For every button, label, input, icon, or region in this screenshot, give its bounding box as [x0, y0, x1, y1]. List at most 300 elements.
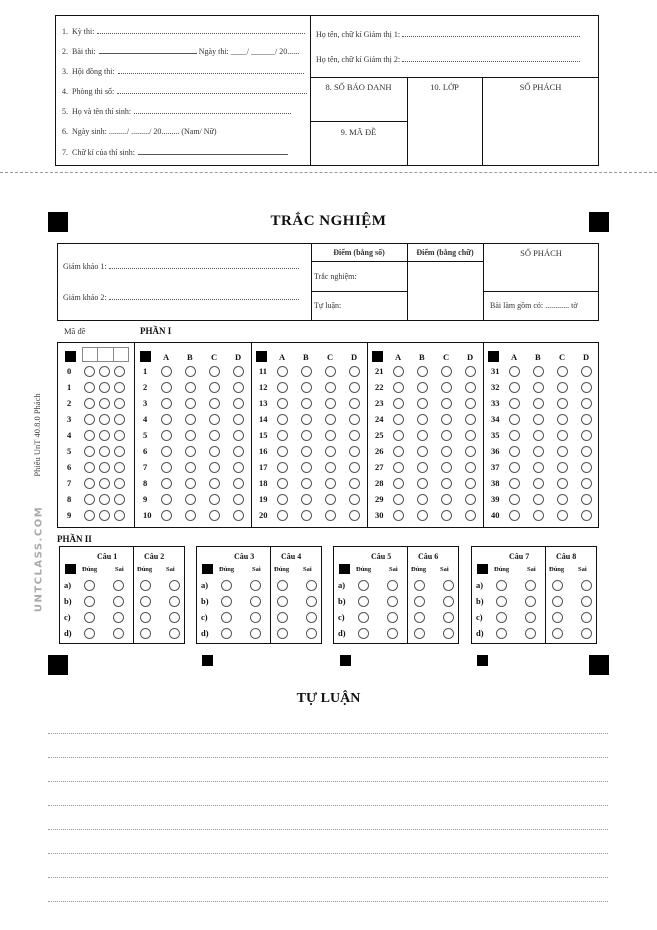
- tf-bubble[interactable]: [169, 596, 180, 607]
- field-input-line[interactable]: [118, 67, 304, 74]
- answer-bubble[interactable]: [509, 494, 520, 505]
- false-label: Sai: [440, 566, 449, 573]
- tf-bubble[interactable]: [443, 596, 454, 607]
- tf-bubble[interactable]: [140, 580, 151, 591]
- exam-code-bubble[interactable]: [99, 366, 110, 377]
- tf-bubble[interactable]: [496, 612, 507, 623]
- answer-bubble[interactable]: [581, 494, 592, 505]
- answer-bubble[interactable]: [349, 382, 360, 393]
- tf-bubble[interactable]: [306, 580, 317, 591]
- tf-bubble[interactable]: [443, 612, 454, 623]
- answer-bubble[interactable]: [533, 366, 544, 377]
- tf-bubble[interactable]: [140, 628, 151, 639]
- answer-bubble[interactable]: [393, 494, 404, 505]
- group-divider: [407, 546, 408, 644]
- answer-bubble[interactable]: [581, 398, 592, 409]
- answer-bubble[interactable]: [465, 430, 476, 441]
- answer-bubble[interactable]: [233, 398, 244, 409]
- answer-bubble[interactable]: [301, 366, 312, 377]
- field-label: Bài thi:: [72, 47, 96, 56]
- answer-bubble[interactable]: [581, 478, 592, 489]
- answer-bubble[interactable]: [509, 398, 520, 409]
- answer-bubble[interactable]: [233, 462, 244, 473]
- answer-bubble[interactable]: [161, 494, 172, 505]
- answer-bubble[interactable]: [325, 478, 336, 489]
- option-header: D: [351, 352, 358, 362]
- answer-bubble[interactable]: [557, 382, 568, 393]
- answer-bubble[interactable]: [233, 494, 244, 505]
- tf-bubble[interactable]: [250, 596, 261, 607]
- question-number: 31: [491, 366, 500, 376]
- answer-bubble[interactable]: [393, 446, 404, 457]
- answer-bubble[interactable]: [161, 446, 172, 457]
- answer-bubble[interactable]: [441, 430, 452, 441]
- answer-bubble[interactable]: [441, 462, 452, 473]
- answer-bubble[interactable]: [465, 414, 476, 425]
- true-label: Đúng: [274, 566, 290, 573]
- tf-bubble[interactable]: [169, 580, 180, 591]
- question-number: 9: [143, 494, 148, 504]
- digit-label: 7: [67, 478, 72, 488]
- exam-code-bubble[interactable]: [114, 398, 125, 409]
- answer-bubble[interactable]: [161, 462, 172, 473]
- answer-bubble[interactable]: [533, 462, 544, 473]
- answer-bubble[interactable]: [233, 510, 244, 521]
- answer-bubble[interactable]: [509, 478, 520, 489]
- tf-bubble[interactable]: [306, 596, 317, 607]
- answer-bubble[interactable]: [277, 382, 288, 393]
- answer-bubble[interactable]: [417, 366, 428, 377]
- tf-bubble[interactable]: [414, 612, 425, 623]
- tf-bubble[interactable]: [552, 628, 563, 639]
- answer-bubble[interactable]: [209, 366, 220, 377]
- answer-bubble[interactable]: [161, 478, 172, 489]
- tf-bubble[interactable]: [113, 612, 124, 623]
- answer-bubble[interactable]: [417, 398, 428, 409]
- exam-code-bubble[interactable]: [99, 382, 110, 393]
- tf-bubble[interactable]: [496, 628, 507, 639]
- exam-code-bubble[interactable]: [99, 430, 110, 441]
- examiner1-text: Giám khảo 1:: [63, 262, 107, 271]
- examiner2-label: [63, 293, 299, 302]
- exam-code-bubble[interactable]: [84, 446, 95, 457]
- answer-bubble[interactable]: [161, 430, 172, 441]
- tf-bubble[interactable]: [113, 596, 124, 607]
- essay-writing-line[interactable]: [48, 901, 608, 902]
- answer-bubble[interactable]: [509, 366, 520, 377]
- answer-bubble[interactable]: [161, 414, 172, 425]
- answer-bubble[interactable]: [557, 414, 568, 425]
- answer-bubble[interactable]: [557, 510, 568, 521]
- answer-bubble[interactable]: [277, 430, 288, 441]
- answer-bubble[interactable]: [325, 446, 336, 457]
- exam-code-bubble[interactable]: [84, 430, 95, 441]
- answer-bubble[interactable]: [557, 478, 568, 489]
- answer-bubble[interactable]: [441, 414, 452, 425]
- tf-bubble[interactable]: [250, 628, 261, 639]
- answer-bubble[interactable]: [441, 510, 452, 521]
- answer-bubble[interactable]: [509, 510, 520, 521]
- answer-bubble[interactable]: [277, 414, 288, 425]
- tf-bubble[interactable]: [169, 612, 180, 623]
- tf-bubble[interactable]: [84, 628, 95, 639]
- tf-bubble[interactable]: [84, 596, 95, 607]
- answer-bubble[interactable]: [509, 446, 520, 457]
- tf-bubble[interactable]: [221, 580, 232, 591]
- answer-bubble[interactable]: [277, 446, 288, 457]
- answer-bubble[interactable]: [581, 462, 592, 473]
- answer-bubble[interactable]: [417, 382, 428, 393]
- tf-bubble[interactable]: [443, 580, 454, 591]
- answer-bubble[interactable]: [557, 366, 568, 377]
- exam-code-bubble[interactable]: [114, 414, 125, 425]
- cut-line: [0, 172, 657, 173]
- answer-bubble[interactable]: [417, 510, 428, 521]
- tf-bubble[interactable]: [581, 612, 592, 623]
- exam-code-bubble[interactable]: [114, 366, 125, 377]
- answer-bubble[interactable]: [277, 478, 288, 489]
- tf-bubble[interactable]: [250, 612, 261, 623]
- answer-bubble[interactable]: [417, 494, 428, 505]
- exam-code-bubble[interactable]: [114, 462, 125, 473]
- answer-bubble[interactable]: [233, 478, 244, 489]
- answer-bubble[interactable]: [209, 382, 220, 393]
- tf-bubble[interactable]: [525, 580, 536, 591]
- tf-bubble[interactable]: [525, 596, 536, 607]
- answer-bubble[interactable]: [209, 478, 220, 489]
- answer-bubble[interactable]: [509, 382, 520, 393]
- exam-code-bubble[interactable]: [114, 478, 125, 489]
- answer-bubble[interactable]: [533, 510, 544, 521]
- tf-bubble[interactable]: [443, 628, 454, 639]
- tf-bubble[interactable]: [140, 612, 151, 623]
- answer-bubble[interactable]: [557, 398, 568, 409]
- answer-bubble[interactable]: [349, 510, 360, 521]
- answer-bubble[interactable]: [233, 366, 244, 377]
- answer-bubble[interactable]: [465, 494, 476, 505]
- field-input-line[interactable]: [138, 148, 288, 155]
- answer-bubble[interactable]: [465, 462, 476, 473]
- answer-bubble[interactable]: [441, 366, 452, 377]
- option-header: D: [583, 352, 590, 362]
- answer-bubble[interactable]: [349, 398, 360, 409]
- option-header: D: [235, 352, 242, 362]
- answer-bubble[interactable]: [301, 430, 312, 441]
- answer-bubble[interactable]: [417, 478, 428, 489]
- tf-bubble[interactable]: [358, 596, 369, 607]
- answer-bubble[interactable]: [325, 398, 336, 409]
- answer-bubble[interactable]: [349, 430, 360, 441]
- field-input-line[interactable]: [117, 87, 307, 94]
- answer-bubble[interactable]: [533, 398, 544, 409]
- answer-bubble[interactable]: [209, 398, 220, 409]
- timing-square: [202, 564, 213, 574]
- answer-bubble[interactable]: [325, 430, 336, 441]
- tf-bubble[interactable]: [525, 628, 536, 639]
- tf-bubble[interactable]: [387, 612, 398, 623]
- timing-mark-2: [340, 655, 351, 666]
- answer-bubble[interactable]: [509, 462, 520, 473]
- essay-writing-line[interactable]: [48, 805, 608, 806]
- exam-code-bubble[interactable]: [114, 382, 125, 393]
- part1-title: PHẦN I: [140, 326, 172, 336]
- answer-bubble[interactable]: [533, 382, 544, 393]
- answer-bubble[interactable]: [581, 510, 592, 521]
- false-label: Sai: [166, 566, 175, 573]
- tf-bubble[interactable]: [358, 612, 369, 623]
- answer-bubble[interactable]: [233, 430, 244, 441]
- answer-bubble[interactable]: [185, 510, 196, 521]
- answer-bubble[interactable]: [301, 478, 312, 489]
- answer-bubble[interactable]: [393, 430, 404, 441]
- answer-bubble[interactable]: [465, 446, 476, 457]
- answer-bubble[interactable]: [277, 462, 288, 473]
- answer-bubble[interactable]: [209, 414, 220, 425]
- tf-bubble[interactable]: [414, 580, 425, 591]
- answer-bubble[interactable]: [509, 414, 520, 425]
- tf-bubble[interactable]: [306, 628, 317, 639]
- answer-bubble[interactable]: [533, 446, 544, 457]
- class-label: 10. LỚP: [430, 82, 459, 92]
- answer-bubble[interactable]: [161, 510, 172, 521]
- exam-code-bubble[interactable]: [99, 446, 110, 457]
- answer-bubble[interactable]: [581, 446, 592, 457]
- answer-bubble[interactable]: [393, 382, 404, 393]
- tf-bubble[interactable]: [581, 628, 592, 639]
- tf-bubble[interactable]: [84, 612, 95, 623]
- answer-bubble[interactable]: [349, 494, 360, 505]
- answer-bubble[interactable]: [441, 398, 452, 409]
- answer-bubble[interactable]: [301, 446, 312, 457]
- tf-bubble[interactable]: [552, 596, 563, 607]
- answer-bubble[interactable]: [325, 462, 336, 473]
- answer-bubble[interactable]: [301, 398, 312, 409]
- answer-bubble[interactable]: [393, 366, 404, 377]
- answer-bubble[interactable]: [441, 382, 452, 393]
- tf-bubble[interactable]: [306, 612, 317, 623]
- answer-bubble[interactable]: [581, 382, 592, 393]
- answer-bubble[interactable]: [533, 478, 544, 489]
- tf-bubble[interactable]: [221, 596, 232, 607]
- exam-code-bubble[interactable]: [114, 494, 125, 505]
- exam-code-bubble[interactable]: [114, 446, 125, 457]
- answer-bubble[interactable]: [277, 494, 288, 505]
- timing-square: [140, 351, 151, 362]
- answer-bubble[interactable]: [557, 446, 568, 457]
- answer-bubble[interactable]: [185, 494, 196, 505]
- tf-bubble[interactable]: [113, 580, 124, 591]
- answer-bubble[interactable]: [161, 366, 172, 377]
- tf-bubble[interactable]: [221, 628, 232, 639]
- answer-bubble[interactable]: [185, 398, 196, 409]
- tf-bubble[interactable]: [140, 596, 151, 607]
- field-input-line[interactable]: [97, 27, 305, 34]
- tf-bubble[interactable]: [387, 580, 398, 591]
- exam-code-bubble[interactable]: [84, 510, 95, 521]
- answer-bubble[interactable]: [417, 446, 428, 457]
- answer-bubble[interactable]: [325, 510, 336, 521]
- answer-bubble[interactable]: [185, 382, 196, 393]
- answer-bubble[interactable]: [441, 446, 452, 457]
- field-input-line[interactable]: [134, 107, 291, 114]
- tf-bubble[interactable]: [358, 628, 369, 639]
- answer-bubble[interactable]: [325, 414, 336, 425]
- answer-bubble[interactable]: [465, 510, 476, 521]
- answer-bubble[interactable]: [393, 398, 404, 409]
- answer-bubble[interactable]: [277, 398, 288, 409]
- answer-bubble[interactable]: [209, 462, 220, 473]
- answer-bubble[interactable]: [417, 414, 428, 425]
- answer-bubble[interactable]: [557, 494, 568, 505]
- exam-code-bubble[interactable]: [84, 462, 95, 473]
- answer-bubble[interactable]: [557, 430, 568, 441]
- answer-bubble[interactable]: [209, 446, 220, 457]
- answer-bubble[interactable]: [465, 366, 476, 377]
- tf-bubble[interactable]: [250, 580, 261, 591]
- answer-bubble[interactable]: [581, 414, 592, 425]
- answer-bubble[interactable]: [161, 382, 172, 393]
- examiner2-text: Giám khảo 2:: [63, 293, 107, 302]
- answer-bubble[interactable]: [393, 414, 404, 425]
- tf-bubble[interactable]: [387, 628, 398, 639]
- answer-bubble[interactable]: [209, 510, 220, 521]
- false-label: Sai: [303, 566, 312, 573]
- exam-code-bubble[interactable]: [84, 366, 95, 377]
- tf-bubble[interactable]: [277, 596, 288, 607]
- essay-writing-line[interactable]: [48, 781, 608, 782]
- answer-bubble[interactable]: [349, 446, 360, 457]
- field-input-line[interactable]: [99, 47, 197, 54]
- answer-bubble[interactable]: [465, 398, 476, 409]
- answer-bubble[interactable]: [301, 414, 312, 425]
- answer-bubble[interactable]: [465, 478, 476, 489]
- tf-bubble[interactable]: [496, 596, 507, 607]
- answer-bubble[interactable]: [533, 430, 544, 441]
- answer-bubble[interactable]: [301, 462, 312, 473]
- exam-code-bubble[interactable]: [99, 398, 110, 409]
- answer-bubble[interactable]: [185, 462, 196, 473]
- answer-bubble[interactable]: [301, 382, 312, 393]
- answer-bubble[interactable]: [185, 430, 196, 441]
- tf-bubble[interactable]: [581, 596, 592, 607]
- exam-code-bubble[interactable]: [114, 430, 125, 441]
- answer-bubble[interactable]: [581, 430, 592, 441]
- answer-bubble[interactable]: [185, 446, 196, 457]
- answer-bubble[interactable]: [557, 462, 568, 473]
- tf-bubble[interactable]: [277, 580, 288, 591]
- answer-bubble[interactable]: [277, 366, 288, 377]
- exam-code-bubble[interactable]: [114, 510, 125, 521]
- answer-bubble[interactable]: [417, 462, 428, 473]
- statement-label: b): [64, 596, 72, 606]
- exam-code-bubble[interactable]: [99, 462, 110, 473]
- answer-bubble[interactable]: [349, 478, 360, 489]
- answer-bubble[interactable]: [533, 414, 544, 425]
- essay-writing-line[interactable]: [48, 853, 608, 854]
- answer-bubble[interactable]: [533, 494, 544, 505]
- tf-bubble[interactable]: [414, 596, 425, 607]
- answer-bubble[interactable]: [233, 382, 244, 393]
- statement-label: b): [201, 596, 209, 606]
- option-header: B: [419, 352, 425, 362]
- exam-code-bubble[interactable]: [84, 398, 95, 409]
- exam-code-bubble[interactable]: [99, 414, 110, 425]
- exam-code-bubble[interactable]: [84, 414, 95, 425]
- answer-bubble[interactable]: [325, 366, 336, 377]
- answer-bubble[interactable]: [441, 494, 452, 505]
- grid-divider: [367, 342, 368, 528]
- tf-bubble[interactable]: [113, 628, 124, 639]
- tf-bubble[interactable]: [358, 580, 369, 591]
- exam-code-bubble[interactable]: [84, 494, 95, 505]
- answer-bubble[interactable]: [161, 398, 172, 409]
- answer-bubble[interactable]: [581, 366, 592, 377]
- essay-writing-line[interactable]: [48, 757, 608, 758]
- answer-bubble[interactable]: [349, 414, 360, 425]
- tf-bubble[interactable]: [387, 596, 398, 607]
- answer-bubble[interactable]: [393, 462, 404, 473]
- grading-hline-2: [407, 261, 483, 262]
- tf-bubble[interactable]: [221, 612, 232, 623]
- tf-bubble[interactable]: [414, 628, 425, 639]
- exam-code-bubble[interactable]: [84, 382, 95, 393]
- answer-bubble[interactable]: [233, 414, 244, 425]
- answer-bubble[interactable]: [185, 366, 196, 377]
- digit-label: 0: [67, 366, 72, 376]
- tf-bubble[interactable]: [496, 580, 507, 591]
- essay-writing-line[interactable]: [48, 733, 608, 734]
- answer-bubble[interactable]: [185, 478, 196, 489]
- answer-bubble[interactable]: [441, 478, 452, 489]
- exam-code-bubble[interactable]: [84, 478, 95, 489]
- question-label: Câu 2: [144, 552, 165, 561]
- tf-bubble[interactable]: [581, 580, 592, 591]
- answer-bubble[interactable]: [301, 494, 312, 505]
- answer-bubble[interactable]: [209, 494, 220, 505]
- answer-bubble[interactable]: [393, 478, 404, 489]
- answer-bubble[interactable]: [301, 510, 312, 521]
- exam-code-bubble[interactable]: [99, 510, 110, 521]
- multiple-choice-score-label: Trắc nghiệm:: [314, 272, 357, 281]
- answer-bubble[interactable]: [277, 510, 288, 521]
- essay-writing-line[interactable]: [48, 877, 608, 878]
- tf-bubble[interactable]: [277, 628, 288, 639]
- answer-bubble[interactable]: [465, 382, 476, 393]
- exam-code-entry-boxes[interactable]: [82, 347, 129, 362]
- answer-bubble[interactable]: [185, 414, 196, 425]
- answer-bubble[interactable]: [417, 430, 428, 441]
- tf-bubble[interactable]: [84, 580, 95, 591]
- tf-bubble[interactable]: [277, 612, 288, 623]
- answer-bubble[interactable]: [349, 462, 360, 473]
- grading-header-code: SỐ PHÁCH: [520, 248, 562, 258]
- answer-bubble[interactable]: [393, 510, 404, 521]
- exam-code-bubble[interactable]: [99, 478, 110, 489]
- answer-bubble[interactable]: [209, 430, 220, 441]
- tf-bubble[interactable]: [525, 612, 536, 623]
- tf-bubble[interactable]: [169, 628, 180, 639]
- answer-bubble[interactable]: [325, 382, 336, 393]
- tf-bubble[interactable]: [552, 612, 563, 623]
- answer-bubble[interactable]: [325, 494, 336, 505]
- tf-bubble[interactable]: [552, 580, 563, 591]
- question-label: Câu 7: [509, 552, 530, 561]
- answer-bubble[interactable]: [509, 430, 520, 441]
- answer-bubble[interactable]: [349, 366, 360, 377]
- exam-code-bubble[interactable]: [99, 494, 110, 505]
- essay-writing-line[interactable]: [48, 829, 608, 830]
- answer-bubble[interactable]: [233, 446, 244, 457]
